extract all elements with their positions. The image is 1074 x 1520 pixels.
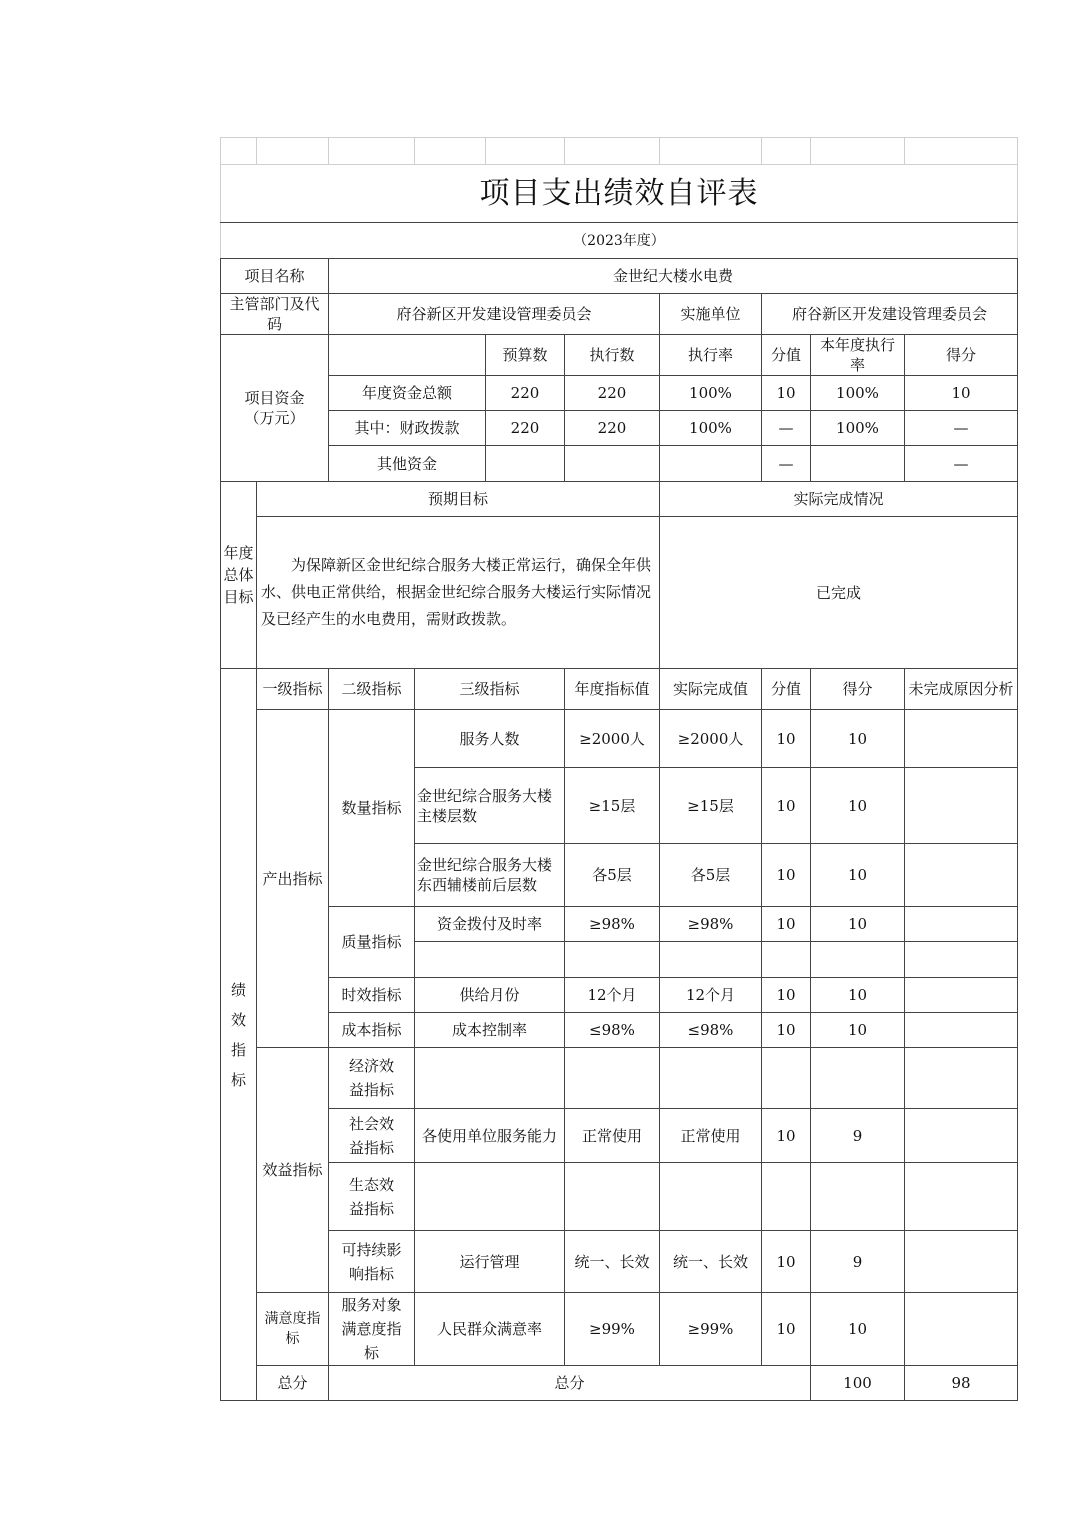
level2-ecological-text: 生态效益指标 xyxy=(348,1175,394,1218)
reason xyxy=(905,942,1018,978)
page-title: 项目支出绩效自评表 xyxy=(221,165,1018,223)
level3-name xyxy=(415,1048,565,1109)
dept-label: 主管部门及代码 xyxy=(221,294,329,335)
level1-satisfaction: 满意度指标 xyxy=(257,1293,329,1366)
funds-row-name: 年度资金总额 xyxy=(329,376,486,411)
funds-row xyxy=(221,376,1018,411)
level2-cost: 成本指标 xyxy=(329,1013,415,1048)
expected-goal-label: 预期目标 xyxy=(257,482,660,517)
score xyxy=(811,1048,905,1109)
actual-value: 统一、长效 xyxy=(660,1231,762,1293)
blank-grid-row xyxy=(221,138,1018,165)
funds-executed: 220 xyxy=(565,376,660,411)
level2-economic xyxy=(329,1048,415,1109)
reason xyxy=(905,844,1018,907)
level3-name: 成本控制率 xyxy=(415,1013,565,1048)
actual-value xyxy=(660,1048,762,1109)
level3-name: 人民群众满意率 xyxy=(415,1293,565,1366)
reason xyxy=(905,1109,1018,1163)
funds-rate: 100% xyxy=(660,376,762,411)
level3-name: 资金拨付及时率 xyxy=(415,907,565,942)
score-value: 10 xyxy=(762,1293,811,1366)
target-value: ≤98% xyxy=(565,1013,660,1048)
funds-score-value: 10 xyxy=(762,376,811,411)
grid-cell xyxy=(660,138,762,165)
level2-sustainable xyxy=(329,1231,415,1293)
total-value: 100 xyxy=(811,1366,905,1401)
funds-executed xyxy=(565,446,660,482)
level3-name: 运行管理 xyxy=(415,1231,565,1293)
funds-score-value: — xyxy=(762,446,811,482)
actual-value: 12个月 xyxy=(660,978,762,1013)
reason xyxy=(905,978,1018,1013)
funds-budget: 220 xyxy=(486,411,565,446)
grid-cell xyxy=(329,138,415,165)
reason xyxy=(905,1163,1018,1231)
actual-value xyxy=(660,1163,762,1231)
grid-cell xyxy=(811,138,905,165)
funds-header-row xyxy=(221,335,1018,376)
indicator-row xyxy=(221,1163,1018,1231)
target-value xyxy=(565,1048,660,1109)
score-value: 10 xyxy=(762,1109,811,1163)
target-value xyxy=(565,942,660,978)
level2-social-text: 社会效益指标 xyxy=(348,1114,394,1157)
level3-name xyxy=(415,1163,565,1231)
actual-completion-text: 已完成 xyxy=(660,517,1018,669)
indicator-header: 实际完成值 xyxy=(660,669,762,710)
grid-cell xyxy=(762,138,811,165)
project-name-value: 金世纪大楼水电费 xyxy=(329,259,1018,294)
funds-row xyxy=(221,446,1018,482)
grid-cell xyxy=(486,138,565,165)
grid-cell xyxy=(221,138,257,165)
level3-name: 服务人数 xyxy=(415,710,565,768)
funds-label: 项目资金 （万元） xyxy=(221,335,329,482)
score-value: 10 xyxy=(762,907,811,942)
actual-value: ≥99% xyxy=(660,1293,762,1366)
actual-value: ≥2000人 xyxy=(660,710,762,768)
reason xyxy=(905,1293,1018,1366)
indicator-header: 年度指标值 xyxy=(565,669,660,710)
funds-header: 执行率 xyxy=(660,335,762,376)
score: 10 xyxy=(811,710,905,768)
impl-value: 府谷新区开发建设管理委员会 xyxy=(762,294,1018,335)
grid-cell xyxy=(415,138,486,165)
reason xyxy=(905,768,1018,844)
funds-header: 得分 xyxy=(905,335,1018,376)
score-value: 10 xyxy=(762,844,811,907)
target-value: 统一、长效 xyxy=(565,1231,660,1293)
level2-quantity: 数量指标 xyxy=(329,710,415,907)
reason xyxy=(905,1048,1018,1109)
level3-name xyxy=(415,942,565,978)
level2-ecological xyxy=(329,1163,415,1231)
score: 10 xyxy=(811,907,905,942)
indicator-header: 三级指标 xyxy=(415,669,565,710)
funds-header: 预算数 xyxy=(486,335,565,376)
indicator-row xyxy=(221,1013,1018,1048)
funds-row xyxy=(221,411,1018,446)
funds-year-rate: 100% xyxy=(811,376,905,411)
funds-score: — xyxy=(905,411,1018,446)
total-label-wide: 总分 xyxy=(329,1366,811,1401)
indicator-row xyxy=(221,1048,1018,1109)
project-name-row xyxy=(221,259,1018,294)
level2-economic-text: 经济效益指标 xyxy=(348,1057,394,1099)
funds-header-blank xyxy=(329,335,486,376)
indicator-row xyxy=(221,1231,1018,1293)
score-value: 10 xyxy=(762,1013,811,1048)
level2-sustainable-text: 可持续影响指标 xyxy=(341,1240,402,1283)
score xyxy=(811,942,905,978)
funds-header: 分值 xyxy=(762,335,811,376)
goals-label: 年度 总体 目标 xyxy=(221,482,257,669)
level2-social xyxy=(329,1109,415,1163)
target-value: 12个月 xyxy=(565,978,660,1013)
score: 9 xyxy=(811,1109,905,1163)
score-value xyxy=(762,942,811,978)
funds-executed: 220 xyxy=(565,411,660,446)
actual-value: ≥98% xyxy=(660,907,762,942)
goals-row xyxy=(221,517,1018,669)
level3-name: 金世纪综合服务大楼东西辅楼前后层数 xyxy=(415,844,565,907)
reason xyxy=(905,1231,1018,1293)
score-value: 10 xyxy=(762,710,811,768)
funds-budget xyxy=(486,446,565,482)
actual-value: 正常使用 xyxy=(660,1109,762,1163)
score: 10 xyxy=(811,1013,905,1048)
target-value: 各5层 xyxy=(565,844,660,907)
reason xyxy=(905,710,1018,768)
score-value: 10 xyxy=(762,978,811,1013)
level1-benefit: 效益指标 xyxy=(257,1048,329,1293)
actual-value: ≤98% xyxy=(660,1013,762,1048)
grid-cell xyxy=(905,138,1018,165)
grid-cell xyxy=(565,138,660,165)
indicator-header: 得分 xyxy=(811,669,905,710)
goals-header-row xyxy=(221,482,1018,517)
indicator-row xyxy=(221,1293,1018,1366)
funds-header: 执行数 xyxy=(565,335,660,376)
score-value xyxy=(762,1163,811,1231)
indicator-header: 二级指标 xyxy=(329,669,415,710)
indicator-row xyxy=(221,710,1018,768)
level3-name: 各使用单位服务能力 xyxy=(415,1109,565,1163)
target-value: ≥2000人 xyxy=(565,710,660,768)
target-value: 正常使用 xyxy=(565,1109,660,1163)
funds-year-rate xyxy=(811,446,905,482)
level3-name: 供给月份 xyxy=(415,978,565,1013)
indicator-header: 未完成原因分析 xyxy=(905,669,1018,710)
score: 10 xyxy=(811,844,905,907)
score: 10 xyxy=(811,978,905,1013)
funds-rate xyxy=(660,446,762,482)
indicators-header-row xyxy=(221,669,1018,710)
indicator-header: 一级指标 xyxy=(257,669,329,710)
target-value: ≥15层 xyxy=(565,768,660,844)
actual-value xyxy=(660,942,762,978)
level2-satisfaction xyxy=(329,1293,415,1366)
score-value: 10 xyxy=(762,768,811,844)
total-score: 98 xyxy=(905,1366,1018,1401)
score xyxy=(811,1163,905,1231)
target-value: ≥98% xyxy=(565,907,660,942)
indicator-header: 分值 xyxy=(762,669,811,710)
score: 9 xyxy=(811,1231,905,1293)
funds-budget: 220 xyxy=(486,376,565,411)
actual-value: ≥15层 xyxy=(660,768,762,844)
actual-completion-label: 实际完成情况 xyxy=(660,482,1018,517)
expected-goal-text: 为保障新区金世纪综合服务大楼正常运行，确保全年供水、供电正常供给，根据金世纪综合服务大楼运行实际情况及已经产生的水电费用，需财政拨款。 xyxy=(257,517,660,669)
level2-time: 时效指标 xyxy=(329,978,415,1013)
reason xyxy=(905,907,1018,942)
level3-name: 金世纪综合服务大楼主楼层数 xyxy=(415,768,565,844)
target-value: ≥99% xyxy=(565,1293,660,1366)
indicators-label xyxy=(221,669,257,1401)
level1-output: 产出指标 xyxy=(257,710,329,1048)
target-value xyxy=(565,1163,660,1231)
funds-header: 本年度执行率 xyxy=(811,335,905,376)
impl-label: 实施单位 xyxy=(660,294,762,335)
total-label: 总分 xyxy=(257,1366,329,1401)
indicator-row xyxy=(221,907,1018,942)
score-value xyxy=(762,1048,811,1109)
indicator-row xyxy=(221,978,1018,1013)
grid-cell xyxy=(257,138,329,165)
score-value: 10 xyxy=(762,1231,811,1293)
score: 10 xyxy=(811,1293,905,1366)
level2-quality: 质量指标 xyxy=(329,907,415,978)
funds-row-name: 其他资金 xyxy=(329,446,486,482)
indicators-label-text: 绩效指标 xyxy=(230,980,246,1089)
funds-score: — xyxy=(905,446,1018,482)
actual-value: 各5层 xyxy=(660,844,762,907)
funds-score: 10 xyxy=(905,376,1018,411)
funds-score-value: — xyxy=(762,411,811,446)
total-row xyxy=(221,1366,1018,1401)
funds-year-rate: 100% xyxy=(811,411,905,446)
evaluation-table xyxy=(220,137,1018,1401)
level2-satisfaction-text: 服务对象满意度指标 xyxy=(341,1296,402,1362)
project-name-label: 项目名称 xyxy=(221,259,329,294)
department-row xyxy=(221,294,1018,335)
funds-rate: 100% xyxy=(660,411,762,446)
score: 10 xyxy=(811,768,905,844)
funds-row-name: 其中：财政拨款 xyxy=(329,411,486,446)
reason xyxy=(905,1013,1018,1048)
indicator-row xyxy=(221,1109,1018,1163)
dept-value: 府谷新区开发建设管理委员会 xyxy=(329,294,660,335)
year-label: （2023年度） xyxy=(221,223,1018,259)
